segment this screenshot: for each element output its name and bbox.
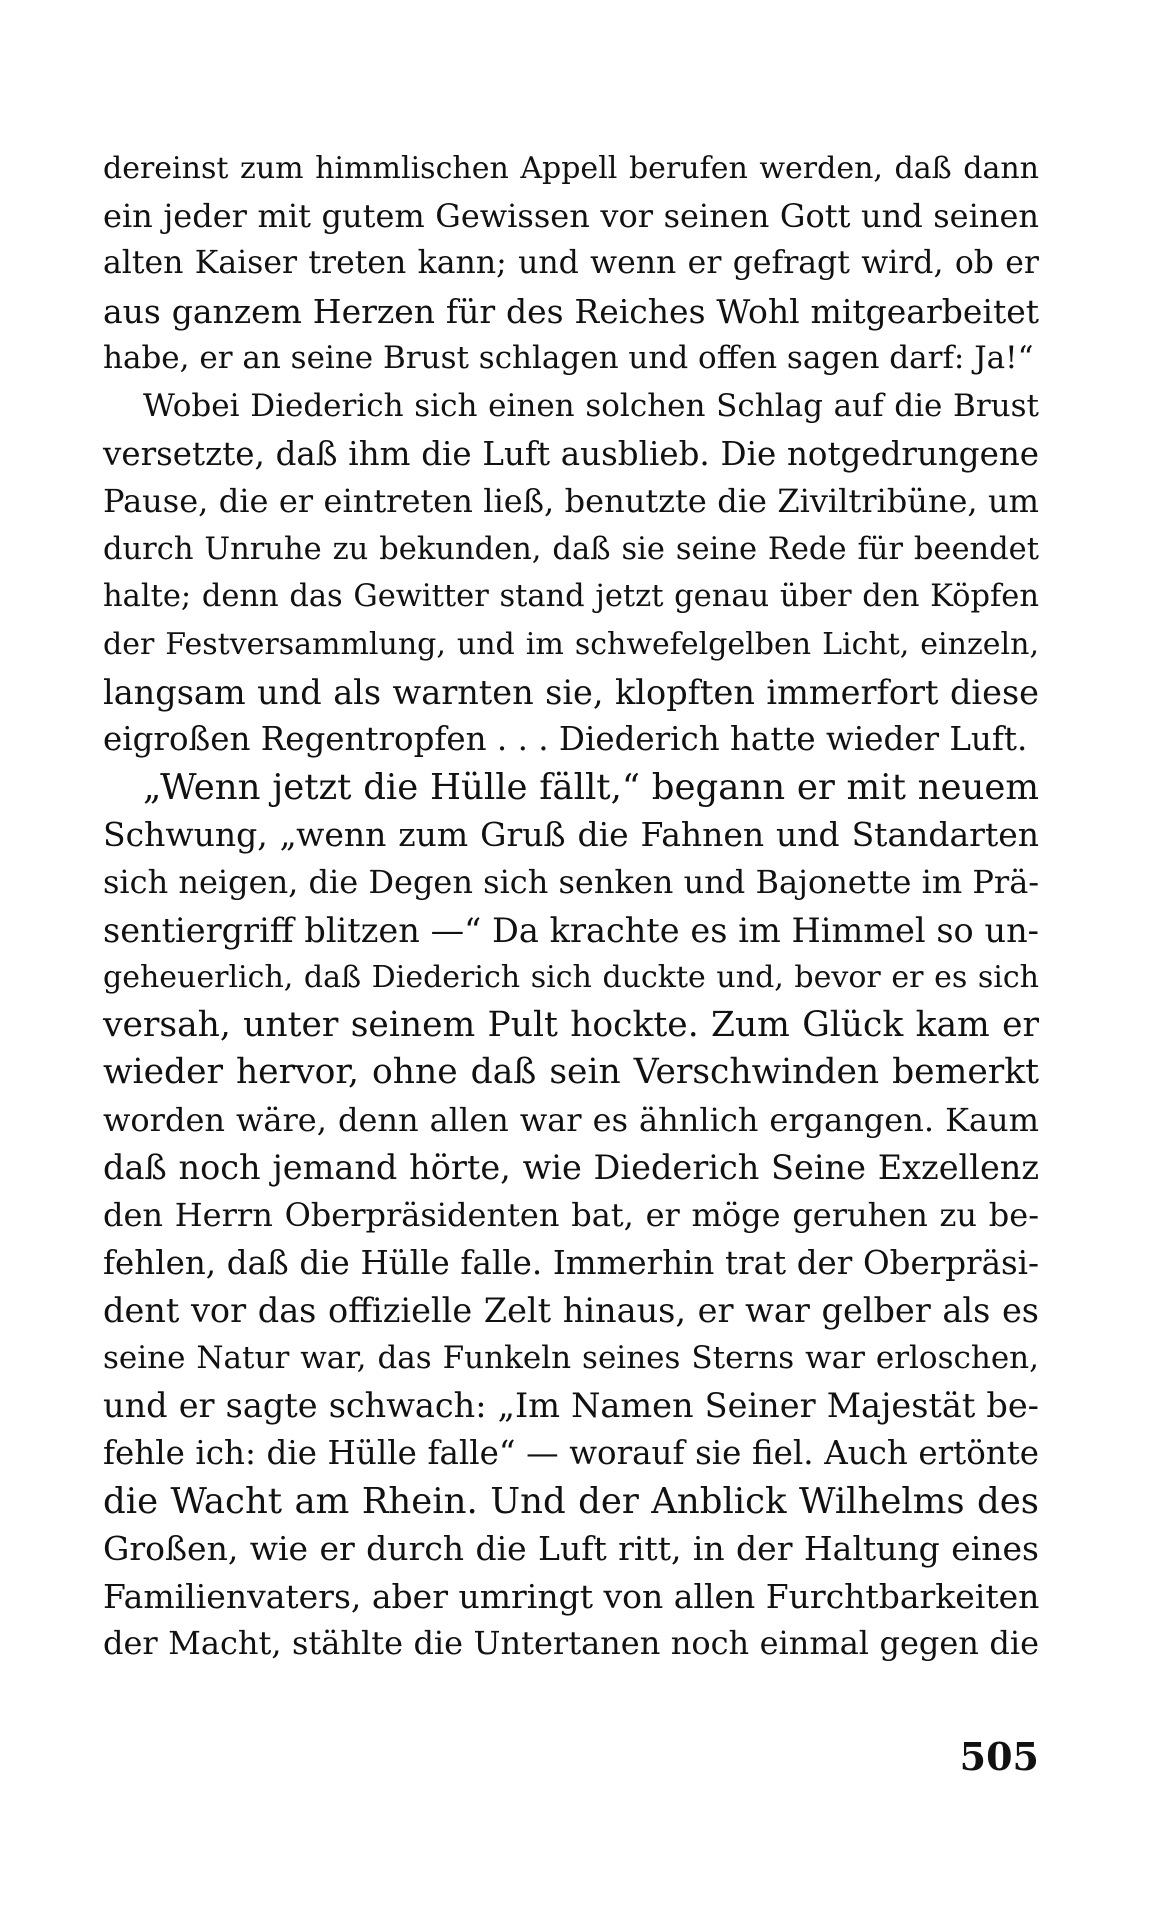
text-line: eigroßen Regentropfen . . . Diederich hatte wieder Luft.: [103, 720, 1028, 759]
text-line: Großen, wie er durch die Luft ritt, in der Haltung eines: [103, 1529, 1039, 1569]
text-line: fehlen, daß die Hülle falle. Immerhin trat der Oberpräsi-: [103, 1243, 1039, 1282]
text-line: der Macht, stählte die Untertanen noch einmal gegen die: [103, 1624, 1039, 1663]
text-line: fehle ich: die Hülle falle“ — worauf sie fiel. Auch ertönte: [103, 1434, 1039, 1473]
text-line: durch Unruhe zu bekunden, daß sie seine Rede für beendet: [103, 531, 1039, 567]
text-line: Schwung, „wenn zum Gruß die Fahnen und Standarten: [103, 815, 1039, 855]
text-line: worden wäre, denn allen war es ähnlich ergangen. Kaum: [103, 1100, 1039, 1139]
text-line: wieder hervor, ohne daß sein Verschwinden bemerkt: [103, 1052, 1039, 1093]
text-line: sentiergriff blitzen —“ Da krachte es im Himmel so un-: [103, 910, 1039, 950]
text-line: habe, er an seine Brust schlagen und offen sagen darf: Ja!“: [103, 340, 1034, 377]
text-line: der Festversammlung, und im schwefelgelben Licht, einzeln,: [103, 626, 1039, 662]
text-line: aus ganzem Herzen für des Reiches Wohl mitgearbeitet: [103, 291, 1039, 331]
page-number: 505: [959, 1734, 1039, 1779]
text-line: seine Natur war, das Funkeln seines Sterns war erloschen,: [103, 1339, 1039, 1376]
text-line: geheuerlich, daß Diederich sich duckte und, bevor er es sich: [103, 960, 1039, 996]
body-text: [103, 145, 1039, 1668]
text-line: Familienvaters, aber umringt von allen Furchtbarkeiten: [103, 1576, 1040, 1616]
text-line: versetzte, daß ihm die Luft ausblieb. Die notgedrungene: [103, 434, 1039, 473]
text-line: die Wacht am Rhein. Und der Anblick Wilhelms des: [103, 1480, 1039, 1522]
text-line: daß noch jemand hörte, wie Diederich Seine Exzellenz: [103, 1148, 1039, 1188]
text-line: dereinst zum himmlischen Appell berufen werden, daß dann: [103, 151, 1039, 186]
text-line: halte; denn das Gewitter stand jetzt genau über den Köpfen: [103, 579, 1039, 615]
text-line: Wobei Diederich sich einen solchen Schlag auf die Brust: [143, 387, 1039, 424]
text-line: und er sagte schwach: „Im Namen Seiner Majestät be-: [103, 1386, 1039, 1426]
text-line: alten Kaiser treten kann; und wenn er gefragt wird, ob er: [103, 245, 1039, 282]
text-line: sich neigen, die Degen sich senken und Bajonette im Prä-: [103, 862, 1040, 901]
text-line: Pause, die er eintreten ließ, benutzte die Ziviltribüne, um: [103, 482, 1039, 521]
text-line: versah, unter seinem Pult hockte. Zum Glück kam er: [103, 1004, 1039, 1045]
text-line: ein jeder mit gutem Gewissen vor seinen Gott und seinen: [103, 196, 1039, 235]
text-line: „Wenn jetzt die Hülle fällt,“ begann er mit neuem: [143, 766, 1039, 808]
text-line: langsam und als warnten sie, klopften immerfort diese: [103, 672, 1039, 712]
text-line: den Herrn Oberpräsidenten bat, er möge geruhen zu be-: [103, 1196, 1039, 1235]
text-line: dent vor das offizielle Zelt hinaus, er war gelber als es: [103, 1291, 1039, 1331]
